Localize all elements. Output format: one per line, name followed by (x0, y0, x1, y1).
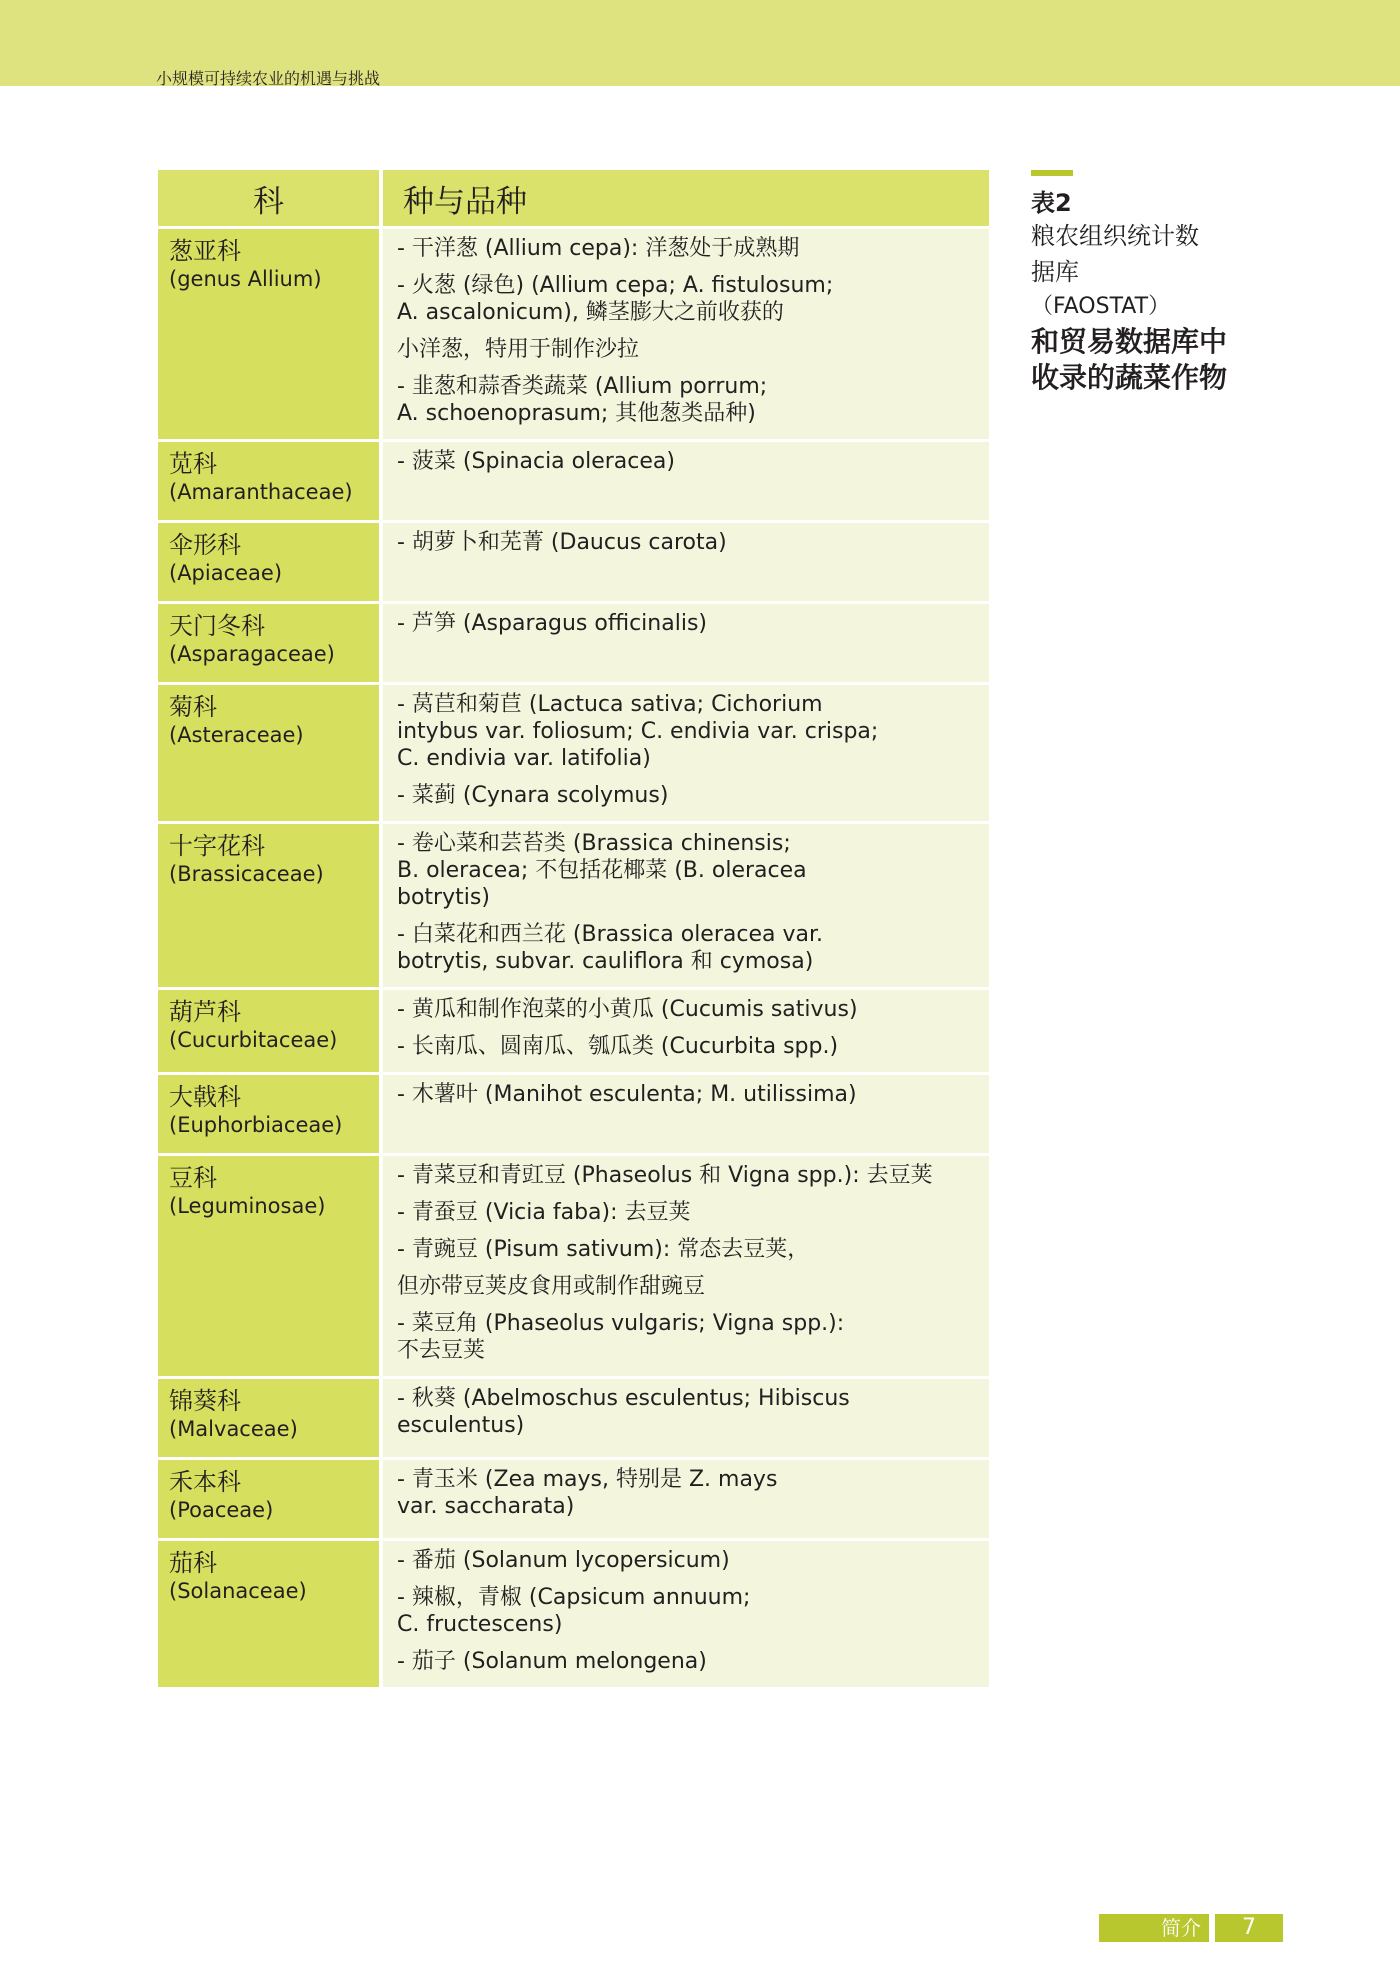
table-row (158, 989, 989, 1074)
species-item: - 卷心菜和芸苔类 (Brassica chinensis; B. oleracea; 不包括花椰菜 (B. oleracea botrytis) (397, 831, 807, 910)
family-cell (158, 1459, 381, 1540)
caption-line-bold: 和贸易数据库中 (1031, 325, 1228, 358)
species-item: - 辣椒，青椒 (Capsicum annuum; C. fructescens) (397, 1585, 751, 1637)
species-cell (381, 1540, 989, 1688)
species-item: - 黄瓜和制作泡菜的小黄瓜 (Cucumis sativus) (397, 997, 858, 1022)
family-name-latin: (Amaranthaceae) (169, 480, 353, 504)
species-item: - 菜豆角 (Phaseolus vulgaris; Vigna spp.): 不去豆荚 (397, 1311, 845, 1363)
table-body (158, 228, 989, 1688)
species-item: - 青菜豆和青豇豆 (Phaseolus 和 Vigna spp.): 去豆荚 (397, 1163, 933, 1188)
table-row (158, 1459, 989, 1540)
species-item: - 火葱 (绿色) (Allium cepa; A. fistulosum; A. ascalonicum), 鳞茎膨大之前收获的 (397, 273, 834, 325)
family-name-latin: (Euphorbiaceae) (169, 1113, 343, 1137)
species-item: - 韭葱和蒜香类蔬菜 (Allium porrum; A. schoenoprasum; 其他葱类品种) (397, 374, 768, 426)
family-cell (158, 1074, 381, 1155)
caption-line-bold: 收录的蔬菜作物 (1031, 361, 1228, 394)
caption-label: 表2 (1031, 189, 1072, 217)
family-cell (158, 1540, 381, 1688)
species-item: - 干洋葱 (Allium cepa): 洋葱处于成熟期 (397, 236, 800, 261)
family-name-latin: (Malvaceae) (169, 1417, 298, 1441)
vegetable-table (158, 170, 989, 1687)
species-item: - 番茄 (Solanum lycopersicum) (397, 1548, 730, 1573)
table-row (158, 1074, 989, 1155)
family-name-latin: (Brassicaceae) (169, 862, 324, 886)
species-item: - 茄子 (Solanum melongena) (397, 1649, 707, 1674)
family-name-latin: (Apiaceae) (169, 561, 283, 585)
family-cell (158, 684, 381, 823)
table-row (158, 522, 989, 603)
species-item: - 长南瓜、圆南瓜、瓠瓜类 (Cucurbita spp.) (397, 1034, 839, 1059)
family-name-latin: (Solanaceae) (169, 1579, 307, 1603)
species-cell (381, 1459, 989, 1540)
family-name-latin: (Leguminosae) (169, 1194, 326, 1218)
species-item: - 木薯叶 (Manihot esculenta; M. utilissima) (397, 1082, 857, 1107)
table-row (158, 1378, 989, 1459)
table-row (158, 603, 989, 684)
family-name-chinese: 豆科 (169, 1164, 217, 1192)
family-name-chinese: 葫芦科 (169, 998, 241, 1026)
page-number: 7 (1215, 1914, 1283, 1942)
family-cell (158, 441, 381, 522)
family-name-chinese: 锦葵科 (169, 1387, 241, 1415)
family-name-latin: (genus Allium) (169, 267, 322, 291)
table-caption (1031, 170, 1291, 396)
family-cell (158, 823, 381, 989)
table-row (158, 228, 989, 441)
family-cell (158, 1378, 381, 1459)
section-label: 简介 (1099, 1914, 1209, 1942)
family-name-latin: (Cucurbitaceae) (169, 1028, 338, 1052)
species-item: - 菜蓟 (Cynara scolymus) (397, 783, 669, 808)
species-item: - 秋葵 (Abelmoschus esculentus; Hibiscus esculentus) (397, 1386, 850, 1438)
caption-rule (1031, 170, 1073, 176)
species-item: - 青豌豆 (Pisum sativum): 常态去豆荚， (397, 1237, 810, 1262)
caption-line: 据库 (1031, 258, 1079, 286)
family-cell (158, 1155, 381, 1378)
family-name-latin: (Poaceae) (169, 1498, 274, 1522)
species-item: - 菠菜 (Spinacia oleracea) (397, 449, 675, 474)
family-name-chinese: 伞形科 (169, 531, 241, 559)
species-item: - 莴苣和菊苣 (Lactuca sativa; Cichorium intybus var. foliosum; C. endivia var. crispa; C. endivia var. latifolia) (397, 692, 879, 771)
species-cell (381, 1378, 989, 1459)
table-row (158, 1155, 989, 1378)
family-name-chinese: 十字花科 (169, 832, 265, 860)
family-name-chinese: 天门冬科 (169, 612, 265, 640)
table-header-row (158, 170, 989, 228)
species-cell (381, 1074, 989, 1155)
family-cell (158, 522, 381, 603)
family-cell (158, 989, 381, 1074)
family-cell (158, 228, 381, 441)
family-name-chinese: 茄科 (169, 1549, 217, 1577)
table-row (158, 441, 989, 522)
caption-line: （FAOSTAT） (1031, 294, 1171, 319)
species-item: - 青蚕豆 (Vicia faba): 去豆荚 (397, 1200, 691, 1225)
caption-line: 粮农组织统计数 (1031, 222, 1199, 250)
family-name-latin: (Asteraceae) (169, 723, 304, 747)
top-banner (0, 0, 1400, 86)
table-row (158, 684, 989, 823)
species-item: 但亦带豆荚皮食用或制作甜豌豆 (397, 1274, 706, 1299)
species-cell (381, 1155, 989, 1378)
family-name-chinese: 葱亚科 (169, 237, 241, 265)
family-name-chinese: 禾本科 (169, 1468, 241, 1496)
family-name-chinese: 苋科 (169, 450, 217, 478)
family-name-latin: (Asparagaceae) (169, 642, 335, 666)
table-row (158, 823, 989, 989)
family-cell (158, 603, 381, 684)
species-cell (381, 684, 989, 823)
species-cell (381, 522, 989, 603)
species-cell (381, 228, 989, 441)
species-cell (381, 823, 989, 989)
family-name-chinese: 大戟科 (169, 1083, 241, 1111)
running-title: 小规模可持续农业的机遇与挑战 (156, 69, 381, 88)
species-cell (381, 989, 989, 1074)
species-item: 小洋葱，特用于制作沙拉 (397, 337, 640, 362)
species-item: - 胡萝卜和芜菁 (Daucus carota) (397, 530, 727, 555)
family-name-chinese: 菊科 (169, 693, 217, 721)
species-item: - 白菜花和西兰花 (Brassica oleracea var. botrytis, subvar. cauliflora 和 cymosa) (397, 922, 823, 974)
family-column-header: 科 (158, 170, 381, 228)
species-item: - 青玉米 (Zea mays, 特别是 Z. mays var. saccharata) (397, 1467, 778, 1519)
species-item: - 芦笋 (Asparagus officinalis) (397, 611, 707, 636)
table-row (158, 1540, 989, 1688)
species-cell (381, 603, 989, 684)
species-cell (381, 441, 989, 522)
species-column-header: 种与品种 (381, 170, 989, 228)
